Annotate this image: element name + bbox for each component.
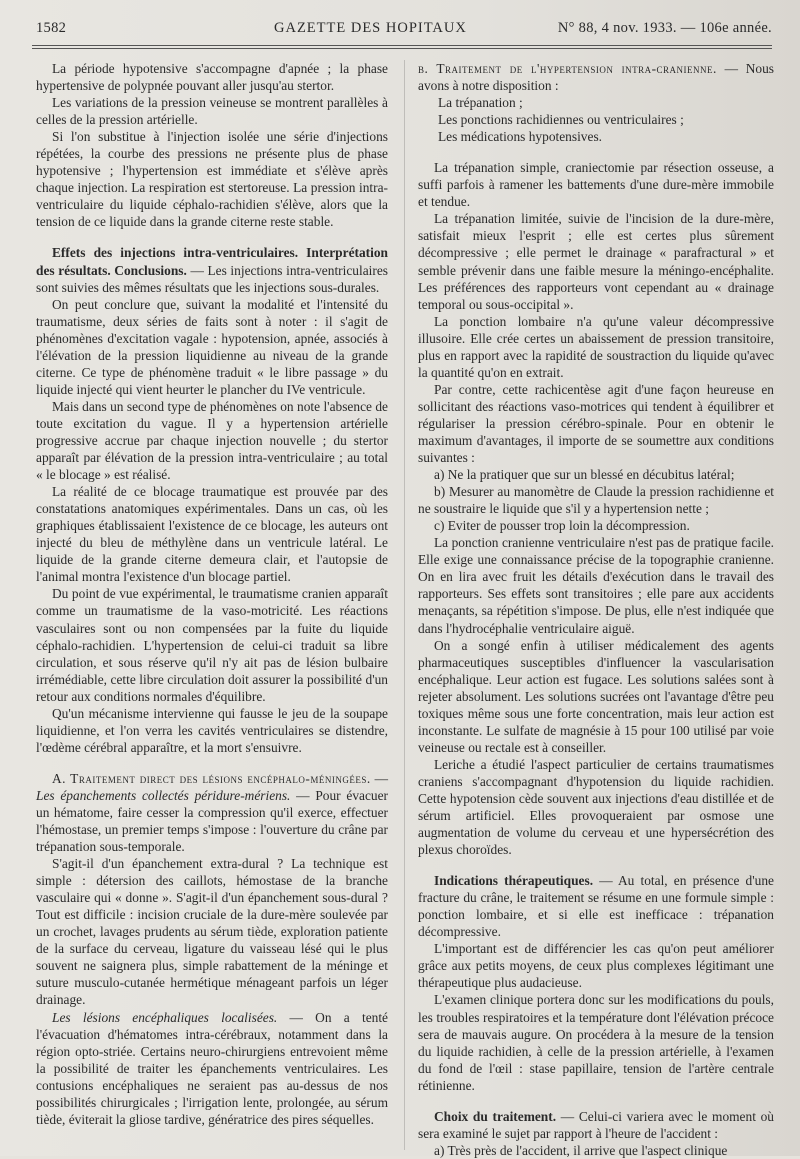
paragraph: Du point de vue expérimental, le traumatisme cranien apparaît comme un traumatisme de la vaso-motricité. Les réactions vasculaires sont ou non compensées par la fuite du liquide céphalo-rachidien. L'hypertension de celui-ci traduit sa libre circulation, et sous réserve qu'il n'y ait pas de lésion bulbaire irrémédiable, cette libre circulation doit assurer la possibilité d'un retour aux conditions normales d'équilibre. xyxy=(36,586,388,704)
paragraph-text: — Nous avons à notre disposition : xyxy=(418,61,774,94)
paragraph: La période hypotensive s'accompagne d'apnée ; la phase hypertensive de polypnée pouvant aller jusqu'au stertor. xyxy=(36,61,388,94)
page-number: 1582 xyxy=(36,20,67,36)
subsection-heading: Les épanchements collectés péridure-mériens. xyxy=(36,787,291,803)
paragraph-section-heading xyxy=(418,872,774,940)
paragraph: La ponction cranienne ventriculaire n'est pas de pratique facile. Elle exige une connaissance précise de la topographie cranienne. On en lira avec fruit les détails d'exécution dans le travail des rapporteurs. Ses effets sont transitoires ; elle pare aux accidents menaçants, sa répétition s'impose. De plus, elle n'est indiquée que dans l'hydrocéphalie ventriculaire aiguë. xyxy=(418,535,774,636)
section-heading: b. Traitement de l'hypertension intra-cranienne. xyxy=(418,61,717,76)
right-column xyxy=(418,60,774,1159)
paragraph: Qu'un mécanisme intervienne qui fausse le jeu de la soupape liquidienne, et l'on verra les cavités ventriculaires se distendre, l'œdème cérébral apparaître, et la mort s'ensuivre. xyxy=(36,705,388,755)
paragraph: Leriche a étudié l'aspect particulier de certains traumatismes craniens s'accompagnant d'hypotension du liquide rachidien. Cette hypotension cède souvent aux injections d'eau distillée et de sérum artificiel. Elles provoqueraient par osmose une augmentation de volume du cerveau et une hypersécrétion des plexus choroïdes. xyxy=(418,756,774,858)
subsection-heading: Les lésions encéphaliques localisées. xyxy=(52,1009,278,1025)
paragraph-section-heading xyxy=(36,244,388,295)
list-item: Les ponctions rachidiennes ou ventriculaires ; xyxy=(438,112,684,128)
paragraph: On a songé enfin à utiliser médicalement des agents pharmaceutiques susceptibles d'influencer la vascularisation encéphalique. Leur action est fugace. Les solutions salées sont à rejeter absolument. Les solutions sucrées ont l'avantage d'être peu toxiques même sous une forte concentration, mais leur action est inconstante. Le sulfate de magnésie à 15 pour 100 utilisé par voie veineuse ou rectale est à conseiller. xyxy=(418,637,774,755)
paragraph: On peut conclure que, suivant la modalité et l'intensité du traumatisme, deux séries de faits sont à noter : il s'agit de phénomènes d'excitation vagale : hypotension, apnée, associés à l'élévation de la pression liquidienne au niveau de la grande citerne. Ce type de phénomène traduit « le libre passage » du liquide injecté qui vient heurter le plancher du IVe ventricule. xyxy=(36,296,388,397)
issue-info: N° 88, 4 nov. 1933. — 106e année. xyxy=(557,20,772,36)
header-rule-double xyxy=(32,48,772,49)
header-rule xyxy=(32,45,772,46)
paragraph-text: — Au total, en présence d'une fracture du crâne, le traitement se résume en une formule simple : ponction lombaire, et si elle est inefficace : trépanation décompressive. xyxy=(418,873,774,940)
paragraph: La trépanation simple, craniectomie par résection osseuse, a suffi parfois à ramener les battements d'une dure-mère immobile et tendue. xyxy=(418,160,774,210)
paragraph: La ponction lombaire n'a qu'une valeur décompressive illusoire. Elle crée certes un abaissement de pression transitoire, plus en rapport avec la rapidité de soustraction du liquide qu'avec la quantité qu'on en extrait. xyxy=(418,313,774,380)
paragraph-section-heading xyxy=(418,60,774,94)
list-item: Les médications hypotensives. xyxy=(438,129,603,145)
paragraph: La trépanation limitée, suivie de l'incision de la dure-mère, satisfait mieux l'esprit ; elle est certes plus sûrement décompressive ; elle permet le drainage « parafractural » et semble prévenir dans une faible mesure la méningo-encéphalite. Les préférences des rapporteurs vont cependant au « drainage temporal ou sous-occipital ». xyxy=(418,211,774,312)
column-divider xyxy=(404,60,405,1150)
section-heading: Indications thérapeutiques. xyxy=(434,873,594,889)
paragraph: L'examen clinique portera donc sur les modifications du pouls, les troubles respiratoires et la température dont l'élévation précoce sera de mauvais augure. On procédera à la mesure de la tension du liquide rachidien, à celle de la pression artérielle, à l'examen du fond de l'œil : stase papillaire, tension de l'artère centrale rétinienne. xyxy=(418,992,774,1093)
paragraph: Les variations de la pression veineuse se montrent parallèles à celles de la pression artérielle. xyxy=(36,95,388,128)
page-header xyxy=(32,18,772,40)
paragraph: a) Très près de l'accident, il arrive que l'aspect clinique xyxy=(434,1142,728,1158)
paragraph: Si l'on substitue à l'injection isolée une série d'injections répétées, la courbe des pressions ne présente plus de phase hypotensive ; l'hypertension est immédiate et s'élève après chaque injection. La respiration est stertoreuse. La pression intra-ventriculaire du liquide céphalo-rachidien s'élève, alors que la tension de ce liquide dans la grande citerne reste stable. xyxy=(36,129,388,230)
paragraph: Par contre, cette rachicentèse agit d'une façon heureuse en sollicitant des réactions vaso-motrices qui tendent à équilibrer et régulariser la pression cérébro-spinale. Pour en obtenir le maximum d'avantages, il importe de se soumettre aux conditions suivantes : xyxy=(418,381,774,466)
section-heading: Choix du traitement. xyxy=(434,1108,557,1124)
paragraph-text: — Les injections intra-ventriculaires sont suivies des mêmes résultats que les injections sous-durales. xyxy=(36,262,388,295)
paragraph: Mais dans un second type de phénomènes on note l'absence de toute excitation du vague. Il y a hypertension artérielle progressive accrue par chaque injection nouvelle ; du stertor apparaît par élévation de la pression intra-ventriculaire ; au total « le blocage » est réalisé. xyxy=(36,398,388,483)
condition-item: b) Mesurer au manomètre de Claude la pression rachidienne et ne soustraire le liquide que s'il y a hypertension nette ; xyxy=(418,484,774,517)
paragraph-text: — Pour évacuer un hématome, faire cesser la compression qu'il exerce, effectuer l'hémostase, un premier temps s'impose : l'ouverture du crâne par trépanation sous-temporale. xyxy=(36,787,388,855)
paragraph-section-heading xyxy=(418,1108,774,1142)
paragraph xyxy=(36,1009,388,1128)
paragraph: S'agit-il d'un épanchement extra-dural ? La technique est simple : détersion des caillots, hémostase de la branche vasculaire qui « donne ». S'agit-il d'un épanchement sous-dural ? Tout est difficile : incision cruciale de la dure-mère soulevée par un crochet, lavages prudents au sérum tiède, exploration patiente de la surface du cerveau, ligature du vaisseau lésé qui le plus souvent ne saignera plus, simple rabattement de la méninge et suture musculo-cutanée hermétique ménageant parfois un léger drainage. xyxy=(36,856,388,1008)
section-heading: A. Traitement direct des lésions encéphalo-méningées. xyxy=(52,770,371,786)
left-column xyxy=(36,60,388,1128)
paragraph-text: — On a tenté l'évacuation d'hématomes intra-cérébraux, notamment dans la région opto-striée. Certains neuro-chirurgiens entrevoient même la possibilité de traiter les épanchements ventriculaires. Les contusions encéphaliques ne seraient pas au-dessus de nos possibilités chirurgicales ; l'irrigation lente, prolongée, au sérum tiède, éviterait la gliose tardive, génératrice des pires séquelles. xyxy=(36,1009,388,1127)
condition-item: c) Eviter de pousser trop loin la décompression. xyxy=(434,518,690,534)
paragraph-text: — Celui-ci variera avec le moment où sera examiné le sujet par rapport à l'heure de l'accident : xyxy=(418,1108,774,1141)
condition-item: a) Ne la pratiquer que sur un blessé en décubitus latéral; xyxy=(434,467,735,483)
journal-title: GAZETTE DES HOPITAUX xyxy=(274,20,467,36)
section-heading: Effets des injections intra-ventriculaires. Interprétation des résultats. Conclusions. xyxy=(36,245,388,278)
paragraph: L'important est de différencier les cas qu'on peut améliorer grâce aux petits moyens, de ceux plus complexes légitimant une thérapeutique plus audacieuse. xyxy=(418,941,774,991)
paragraph: La réalité de ce blocage traumatique est prouvée par des constatations anatomiques expérimentales. Dans un cas, où les graphiques établissaient l'existence de ce blocage, les auteurs ont injecté du bleu de méthylène dans un ventricule latéral. Le liquide de la grande citerne demeura clair, et l'autopsie de l'animal montra l'existence d'un blocage partiel. xyxy=(36,484,388,585)
list-item: La trépanation ; xyxy=(438,95,523,111)
paragraph-section-heading: A. Traitement direct des lésions encéphalo-méningées. — Les épanchements collectés péridure-mériens. — Pour évacuer un hématome, faire cesser la compression qu'il exerce, effectuer l'hémostase, un premier temps s'impose : l'ouverture du crâne par trépanation sous-temporale. xyxy=(36,770,388,855)
